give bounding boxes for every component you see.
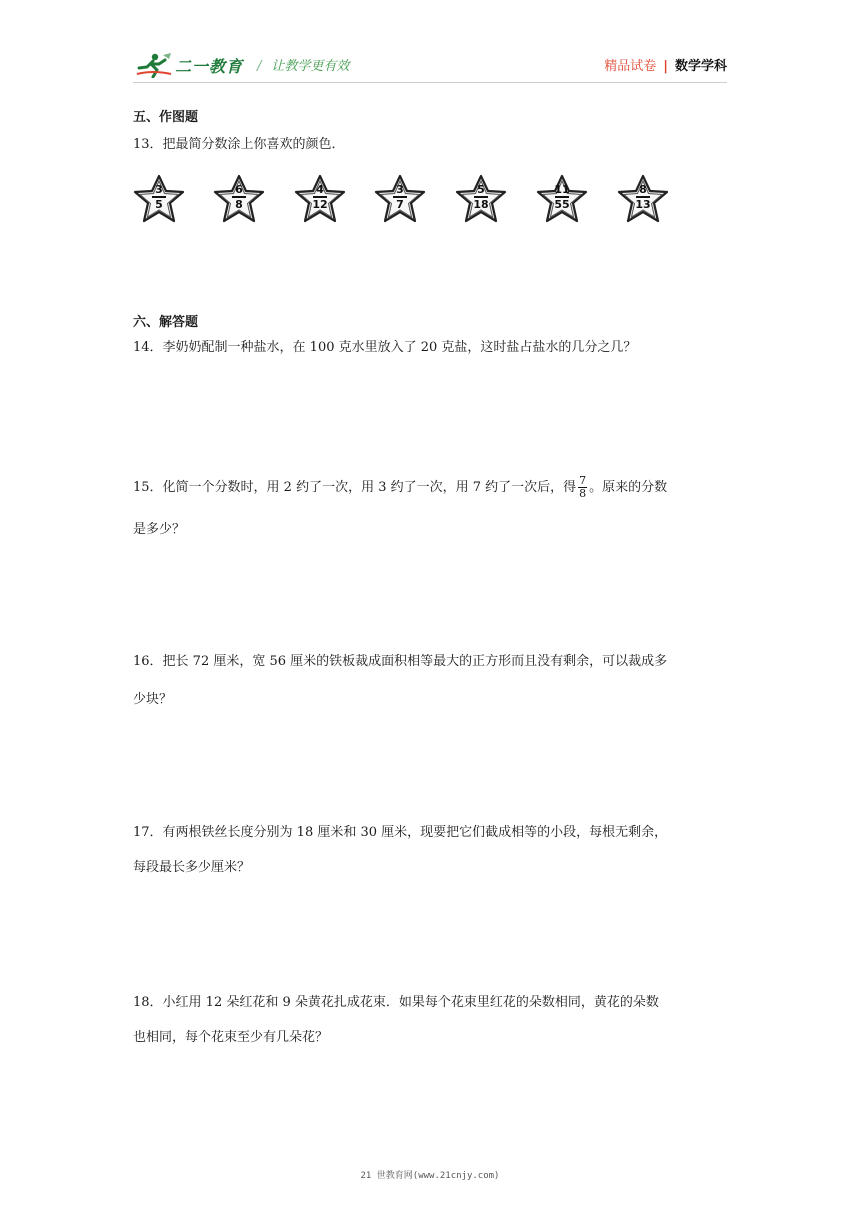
star-numerator: 4 bbox=[316, 183, 324, 196]
star-numerator: 3 bbox=[396, 183, 404, 196]
star-denominator: 8 bbox=[235, 197, 243, 211]
question-14: 14．李奶奶配制一种盐水，在 100 克水里放入了 20 克盐，这时盐占盐水的几分之几？ bbox=[133, 340, 637, 355]
star-fraction bbox=[372, 173, 428, 225]
header-tag: 精品试卷 bbox=[604, 59, 657, 74]
page-header bbox=[133, 50, 727, 80]
logo-text: 二一教育 bbox=[175, 56, 244, 76]
runner-logo-icon bbox=[133, 52, 173, 78]
star-denominator: 5 bbox=[155, 197, 163, 211]
star-denominator: 18 bbox=[473, 197, 489, 211]
star-denominator: 12 bbox=[312, 197, 328, 211]
inline-fraction bbox=[578, 475, 587, 500]
question-13: 13．把最简分数涂上你喜欢的颜色． bbox=[133, 137, 345, 152]
star-fractions bbox=[131, 173, 671, 225]
star-fraction bbox=[534, 173, 590, 225]
star-numerator: 11 bbox=[554, 183, 570, 196]
star-denominator: 13 bbox=[635, 197, 651, 211]
fraction-denominator: 8 bbox=[579, 487, 587, 500]
star-denominator: 7 bbox=[396, 197, 404, 211]
slogan: / 让教学更有效 bbox=[257, 59, 350, 74]
page-footer: 21 世教育网(www.21cnjy.com) bbox=[360, 1171, 500, 1181]
question-17: 17．有两根铁丝长度分别为 18 厘米和 30 厘米，现要把它们截成相等的小段，每根无剩余， bbox=[133, 825, 668, 840]
question-15-text-cont: 。原来的分数 bbox=[589, 480, 668, 495]
star-numerator: 6 bbox=[235, 183, 243, 196]
star-fraction bbox=[453, 173, 509, 225]
slogan-text: 让教学更有效 bbox=[271, 59, 350, 74]
fraction-numerator: 7 bbox=[579, 474, 587, 487]
star-fraction bbox=[292, 173, 348, 225]
star-fraction bbox=[211, 173, 267, 225]
star-numerator: 3 bbox=[155, 183, 163, 196]
star-fraction bbox=[615, 173, 671, 225]
star-fraction bbox=[131, 173, 187, 225]
question-16: 16．把长 72 厘米，宽 56 厘米的铁板裁成面积相等最大的正方形而且没有剩余，可以裁成多 bbox=[133, 654, 668, 669]
header-right: 精品试卷 | 数学学科 bbox=[604, 59, 727, 74]
star-denominator: 55 bbox=[554, 197, 570, 211]
star-numerator: 8 bbox=[639, 183, 647, 196]
question-16-line2: 少块？ bbox=[133, 692, 173, 707]
section-title-5: 五、作图题 bbox=[133, 110, 199, 125]
logo bbox=[133, 50, 243, 80]
star-numerator: 5 bbox=[477, 183, 485, 196]
question-17-line2: 每段最长多少厘米？ bbox=[133, 860, 251, 875]
question-18-line2: 也相同，每个花束至少有几朵花？ bbox=[133, 1030, 329, 1045]
header-divider bbox=[133, 82, 727, 83]
question-15-text: 15．化简一个分数时，用 2 约了一次，用 3 约了一次，用 7 约了一次后，得 bbox=[133, 480, 577, 495]
question-15 bbox=[133, 471, 729, 504]
section-title-6: 六、解答题 bbox=[133, 315, 199, 330]
question-15-line2: 是多少？ bbox=[133, 522, 186, 537]
header-subject: 数学学科 bbox=[674, 59, 727, 74]
question-18: 18．小红用 12 朵红花和 9 朵黄花扎成花束．如果每个花束里红花的朵数相同，黄花的朵数 bbox=[133, 995, 659, 1010]
